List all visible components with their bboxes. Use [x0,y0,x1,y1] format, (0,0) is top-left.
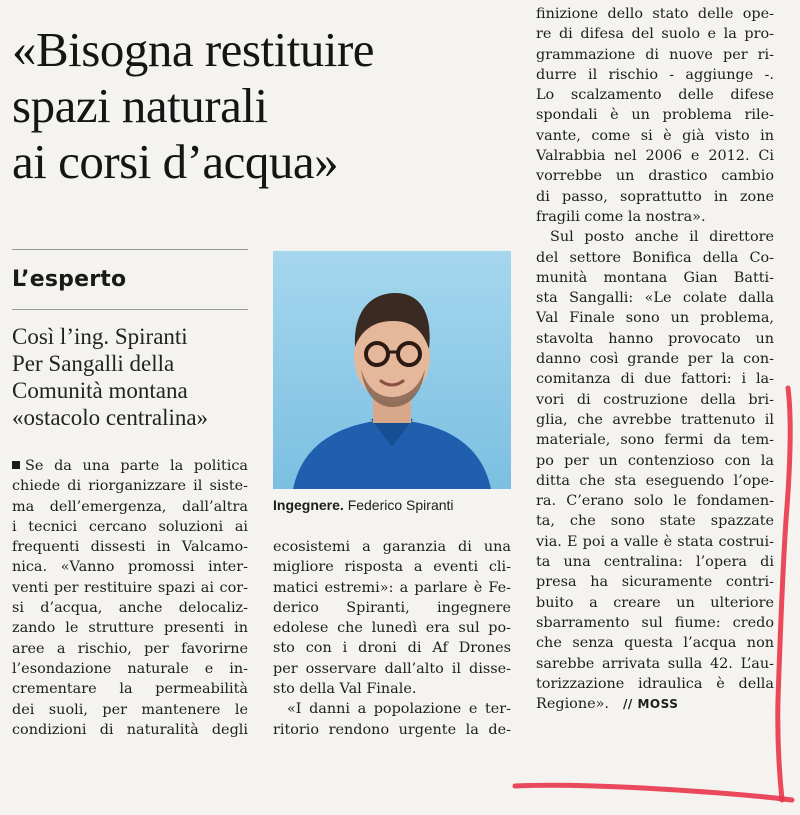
marker-horizontal-stroke [515,785,792,800]
text-line: comitanza di due fattori: i la- [536,371,774,388]
marker-vertical-stroke [778,388,790,800]
text-line: di passo, soprattutto in zone [536,188,774,205]
text-line: ecosistemi a garanzia di una [273,539,511,555]
text-line: sto con i droni di Af Drones [273,640,511,657]
text-line: sbarramento sul fiume: credo [536,614,774,631]
article-column-2 [273,537,511,740]
headline-line-1: «Bisogna restituire [12,22,375,77]
text-line: si d’acqua, anche delocaliz- [12,600,248,617]
text-line: po per un contenzioso con la [536,452,774,469]
subhead-line-1: Così l’ing. Spiranti [12,324,188,349]
text-line: edolese che lunedì era sul po- [273,620,511,637]
section-rule-top [12,249,248,250]
author-signature: // MOSS [623,697,679,712]
text-line: che senza questa l’acqua non [536,635,774,652]
text-line: venti per restituire spazi ai cor- [12,579,248,596]
headline-line-2: spazi naturali [12,78,268,133]
text-line: ditta che sta eseguendo l’ope- [536,472,774,489]
text-line: sarebbe arrivata sulla 42. L’au- [536,655,774,672]
text-line: danno così grande per la con- [536,351,774,368]
text-line: ta una centralina: l’opera di [536,554,774,571]
article-column-3 [536,4,774,714]
portrait-illustration [273,251,511,489]
photo-caption [273,497,513,513]
portrait-photo [273,251,511,489]
caption-name: Federico Spiranti [347,497,454,513]
text-line: vori di costruzione della bri- [536,391,774,408]
text-line: glia, che avrebbe trattenuto il [536,411,774,428]
subhead-line-3: Comunità montana [12,378,188,403]
text-line: Valrabbia nel 2006 e 2012. Ci [536,148,774,165]
text-line: sta Sangalli: «Le colate dalla [536,290,774,307]
text-line: materiale, sono fermi da tem- [536,432,774,449]
text-line: derico Spiranti, ingegnere [273,599,511,616]
text-line: condizioni di naturalità degli [12,721,248,738]
text-line: dei suoli, per mantenere le [12,701,248,718]
text-line [536,694,774,714]
text-line: nica. «Vanno promossi inter- [12,559,248,576]
text-line: aree a rischio, per favorirne [12,640,248,657]
text-line: frequenti dissesti in Valcamo- [12,539,248,556]
closing-text: Regione». [536,696,609,713]
text-line: vante, come si è già visto in [536,127,774,144]
caption-label: Ingegnere. [273,497,344,513]
text-line: vorrebbe un drastico cambio [536,168,774,185]
text-line: «I danni a popolazione e ter- [287,701,511,718]
text-line: finizione dello stato delle ope- [536,6,774,22]
text-line: Lo scalzamento delle difese [536,87,774,104]
text-line: presa ha sicuramente contri- [536,574,774,591]
text-line: ta, che sono state spazzate [536,513,774,530]
headline [12,22,512,190]
text-line: matici estremi»: a parlare è Fe- [273,579,511,596]
subheadline [12,323,262,431]
text-line: Val Finale sono un problema, [536,310,774,327]
text-line: i tecnici cercano soluzioni ai [12,518,248,535]
headline-line-3: ai corsi d’acqua» [12,134,339,189]
text-line: grammazione di nuove per ri- [536,46,774,63]
text-line: chiede di riorganizzare il siste- [12,478,248,495]
subhead-line-4: «ostacolo centralina» [12,405,209,430]
text-line: del settore Bonifica della Co- [536,249,774,266]
square-bullet-icon [12,461,20,469]
section-kicker: L’esperto [12,267,127,292]
text-line: migliore risposta a eventi cli- [273,559,511,576]
text-line: fragili come la nostra». [536,208,706,225]
article-column-1 [12,456,248,740]
text-line: spondali è un problema rile- [536,107,774,124]
text-line: via. E poi a valle è stata costrui- [536,533,774,550]
text-line: zando le strutture presenti in [12,620,248,637]
text-line: re di difesa del suolo e la pro- [536,26,774,43]
text-line: per osservare dall’alto il disse- [273,660,511,677]
text-line: sto della Val Finale. [273,681,417,698]
section-rule-bottom [12,309,248,310]
subhead-line-2: Per Sangalli della [12,351,175,376]
text-line: Se da una parte la politica [12,456,248,476]
text-line: l’esondazione naturale e in- [12,660,248,677]
text-line: durre il rischio - aggiunge -. [536,66,774,83]
text-line: buito a creare un ulteriore [536,594,774,611]
text-line: stavolta hanno provocato un [536,330,774,347]
text-line: munità montana Gian Batti- [536,269,774,286]
text-line: torizzazione idraulica è della [536,675,774,692]
text-line: crementare la permeabilità [12,681,248,698]
text-line: Sul posto anche il direttore [550,229,774,246]
text-line: ra. C’erano solo le fondamen- [536,493,774,510]
text-line: ma dell’emergenza, dall’altra [12,498,248,515]
text-line: ritorio rendono urgente la de- [273,721,511,738]
